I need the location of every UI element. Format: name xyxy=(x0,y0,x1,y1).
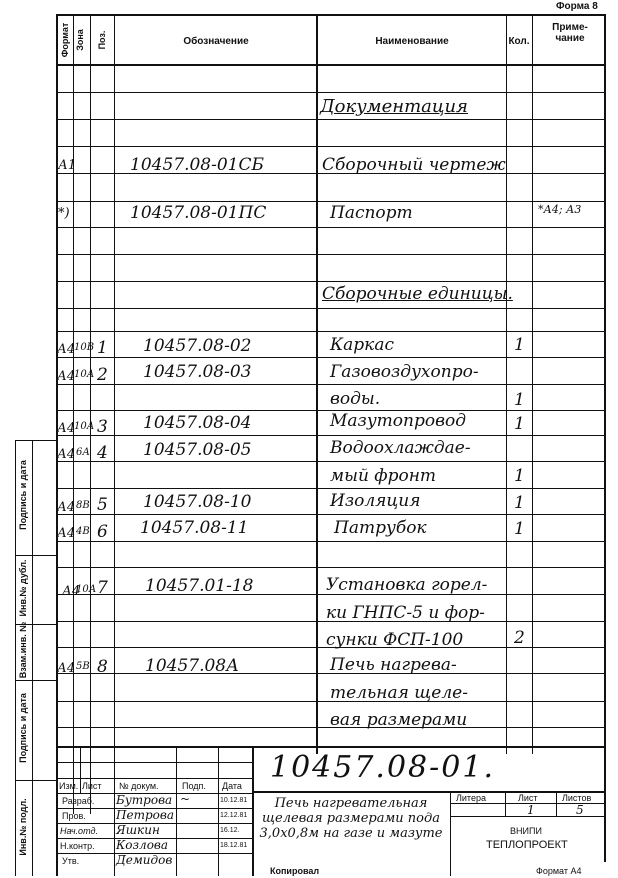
table-row-line xyxy=(56,461,606,462)
sig-col-podp-label: Подп. xyxy=(182,781,206,791)
row6-pos: 4 xyxy=(97,443,108,463)
row10-zone: 5В xyxy=(76,661,90,672)
nach-otd-label: Нач.отд. xyxy=(60,826,98,836)
sheet-label: Лист xyxy=(518,793,538,803)
title-block-vsplit xyxy=(252,746,254,876)
row10-name-line1: Печь нагрева- xyxy=(330,655,457,675)
table-row-line xyxy=(56,119,606,120)
row9-qty: 2 xyxy=(514,628,525,648)
sheets-value: 5 xyxy=(576,803,584,817)
table-row-line xyxy=(56,357,606,358)
row4-pos: 2 xyxy=(97,365,108,385)
side-label-inv-dubl: Инв.№ дубл. xyxy=(18,559,28,617)
utv-label: Утв. xyxy=(62,856,80,866)
row5-pos: 3 xyxy=(97,417,108,437)
header-divider xyxy=(56,64,606,66)
row3-zone: 10В xyxy=(74,342,95,353)
row10-name-line3: вая размерами xyxy=(330,710,468,730)
row10-designation: 10457.08А xyxy=(145,656,239,676)
table-row-line xyxy=(56,331,606,332)
side-label-vzam: Взам.инв. № xyxy=(18,621,28,679)
nkontr-date: 18.12.81 xyxy=(220,842,248,849)
row9-designation: 10457.01-18 xyxy=(145,576,254,596)
razrab-signature: ~ xyxy=(180,792,191,806)
row1-format: А1 xyxy=(58,158,77,173)
row9-name-line2: ки ГНПС-5 и фор- xyxy=(326,603,485,623)
sig-col-data xyxy=(218,746,219,876)
row9-pos: 7 xyxy=(97,578,108,598)
sig-col-izm-label: Изм. xyxy=(59,781,79,791)
header-format: Формат xyxy=(60,22,70,58)
side-strip-mid xyxy=(32,440,33,876)
table-row-line xyxy=(56,227,606,228)
razrab-name: Бутрова xyxy=(116,793,173,807)
table-row-line xyxy=(56,514,606,515)
row3-pos: 1 xyxy=(97,338,108,358)
row8-format: А4 xyxy=(57,526,76,541)
row6-qty: 1 xyxy=(514,466,525,486)
row2-note: *А4; А3 xyxy=(538,203,582,216)
doc-number: 10457.08-01. xyxy=(270,750,495,785)
side-label-podp-data-1: Подпись и дата xyxy=(18,460,28,530)
frame-right xyxy=(604,14,606,862)
header-name: Наименование xyxy=(375,36,449,47)
table-row-line xyxy=(56,254,606,255)
table-row-line xyxy=(56,92,606,93)
row1-designation: 10457.08-01СБ xyxy=(130,155,264,175)
row8-qty: 1 xyxy=(514,519,525,539)
table-row-line xyxy=(56,541,606,542)
row10-name-line2: тельная щеле- xyxy=(330,683,468,703)
title-block-list-sep xyxy=(505,791,506,816)
row5-format: А4 xyxy=(57,421,76,436)
table-row-line xyxy=(56,308,606,309)
row8-name: Патрубок xyxy=(334,518,427,538)
title-block-listov-sep xyxy=(556,791,557,816)
nach-otd-date: 16.12. xyxy=(220,827,240,834)
footer-copied: Копировал xyxy=(270,866,320,876)
sheet-value: 1 xyxy=(527,803,535,817)
table-row-line xyxy=(56,201,606,202)
header-designation: Обозначение xyxy=(183,36,249,47)
row6-designation: 10457.08-05 xyxy=(143,440,252,460)
utv-name: Демидов xyxy=(116,853,173,867)
sig-row-2 xyxy=(56,778,252,779)
sig-col-docnum xyxy=(114,746,115,876)
row7-zone: 8В xyxy=(76,500,90,511)
row4-format: А4 xyxy=(57,369,76,384)
row9-name-line1: Установка горел- xyxy=(326,575,488,595)
row7-qty: 1 xyxy=(514,493,525,513)
row10-pos: 8 xyxy=(97,657,108,677)
litera-label: Литера xyxy=(456,793,486,803)
nach-otd-name: Яшкин xyxy=(116,823,160,837)
row5-zone: 10А xyxy=(74,421,95,432)
row5-designation: 10457.08-04 xyxy=(143,413,252,433)
row7-pos: 5 xyxy=(97,495,108,515)
row5-name: Мазутопровод xyxy=(330,411,466,431)
col-line-zone xyxy=(90,14,91,814)
sig-col-list xyxy=(80,746,81,793)
row3-qty: 1 xyxy=(514,335,525,355)
sig-col-list-label: Лист xyxy=(82,781,102,791)
razrab-date: 10.12.81 xyxy=(220,797,248,804)
table-row-line xyxy=(56,281,606,282)
row4-zone: 10А xyxy=(74,369,95,380)
row9-name-line3: сунки ФСП-100 xyxy=(326,630,464,650)
row8-pos: 6 xyxy=(97,522,108,542)
row7-name: Изоляция xyxy=(330,491,421,511)
sig-col-podp xyxy=(176,746,177,876)
table-row-line xyxy=(56,146,606,147)
row4-name-line2: воды. xyxy=(330,389,381,409)
row4-designation: 10457.08-03 xyxy=(143,362,252,382)
prov-label: Пров. xyxy=(62,811,86,821)
header-zone: Зона xyxy=(75,29,85,51)
table-row-line xyxy=(56,488,606,489)
row7-format: А4 xyxy=(57,500,76,515)
org-line-2: ТЕПЛОПРОЕКТ xyxy=(486,839,568,851)
row3-format: А4 xyxy=(57,342,76,357)
form-label: Форма 8 xyxy=(556,1,598,12)
section-documentation: Документация xyxy=(320,96,468,117)
row5-qty: 1 xyxy=(514,414,525,434)
row6-name-line2: мый фронт xyxy=(330,466,437,486)
row9-zone: 10А xyxy=(76,584,97,595)
sig-col-docnum-label: № докум. xyxy=(119,781,159,791)
row1-name: Сборочный чертеж xyxy=(322,155,506,175)
prov-name: Петрова xyxy=(116,808,174,822)
header-pos: Поз. xyxy=(97,30,107,50)
razrab-label: Разраб. xyxy=(62,796,95,806)
sig-col-data-label: Дата xyxy=(222,781,242,791)
row9-format: А4 xyxy=(62,584,81,599)
title-block-top xyxy=(56,746,606,748)
header-qty: Кол. xyxy=(508,36,530,47)
side-label-podp-data-2: Подпись и дата xyxy=(18,693,28,763)
row2-name: Паспорт xyxy=(330,203,413,223)
footer-format: Формат А4 xyxy=(536,866,582,876)
org-line-1: ВНИПИ xyxy=(510,826,542,836)
row4-qty: 1 xyxy=(514,390,525,410)
row3-designation: 10457.08-02 xyxy=(143,336,252,356)
row7-designation: 10457.08-10 xyxy=(143,492,252,512)
row3-name: Каркас xyxy=(330,335,394,355)
row10-format: А4 xyxy=(57,661,76,676)
header-note: Приме- чание xyxy=(552,22,588,44)
row8-designation: 10457.08-11 xyxy=(140,518,249,538)
side-label-inv-podl: Инв.№ подл. xyxy=(18,798,28,856)
row2-designation: 10457.08-01ПС xyxy=(130,203,267,223)
table-row-line xyxy=(56,384,606,385)
sheets-label: Листов xyxy=(562,793,592,803)
row6-format: А4 xyxy=(57,447,76,462)
doc-description: Печь нагревательная щелевая размерами пода 3,0х0,8м на газе и мазуте xyxy=(259,796,443,841)
nkontr-label: Н.контр. xyxy=(60,841,95,851)
section-assembly-units: Сборочные единицы. xyxy=(322,284,513,304)
nkontr-name: Козлова xyxy=(116,838,169,852)
side-strip-left xyxy=(15,440,16,876)
table-row-line xyxy=(56,435,606,436)
row4-name-line1: Газовоздухопро- xyxy=(330,362,479,382)
title-block-mid xyxy=(252,791,606,793)
row8-zone: 4В xyxy=(76,526,90,537)
prov-date: 12.12.81 xyxy=(220,812,248,819)
frame-top xyxy=(56,14,606,16)
sig-row-1 xyxy=(56,762,252,763)
row6-name-line1: Водоохлаждае- xyxy=(330,438,471,458)
col-line-format xyxy=(73,14,74,814)
table-row-line xyxy=(56,567,606,568)
row6-zone: 6А xyxy=(76,447,90,458)
side-div-4 xyxy=(15,780,56,781)
row2-format: *) xyxy=(58,206,70,221)
